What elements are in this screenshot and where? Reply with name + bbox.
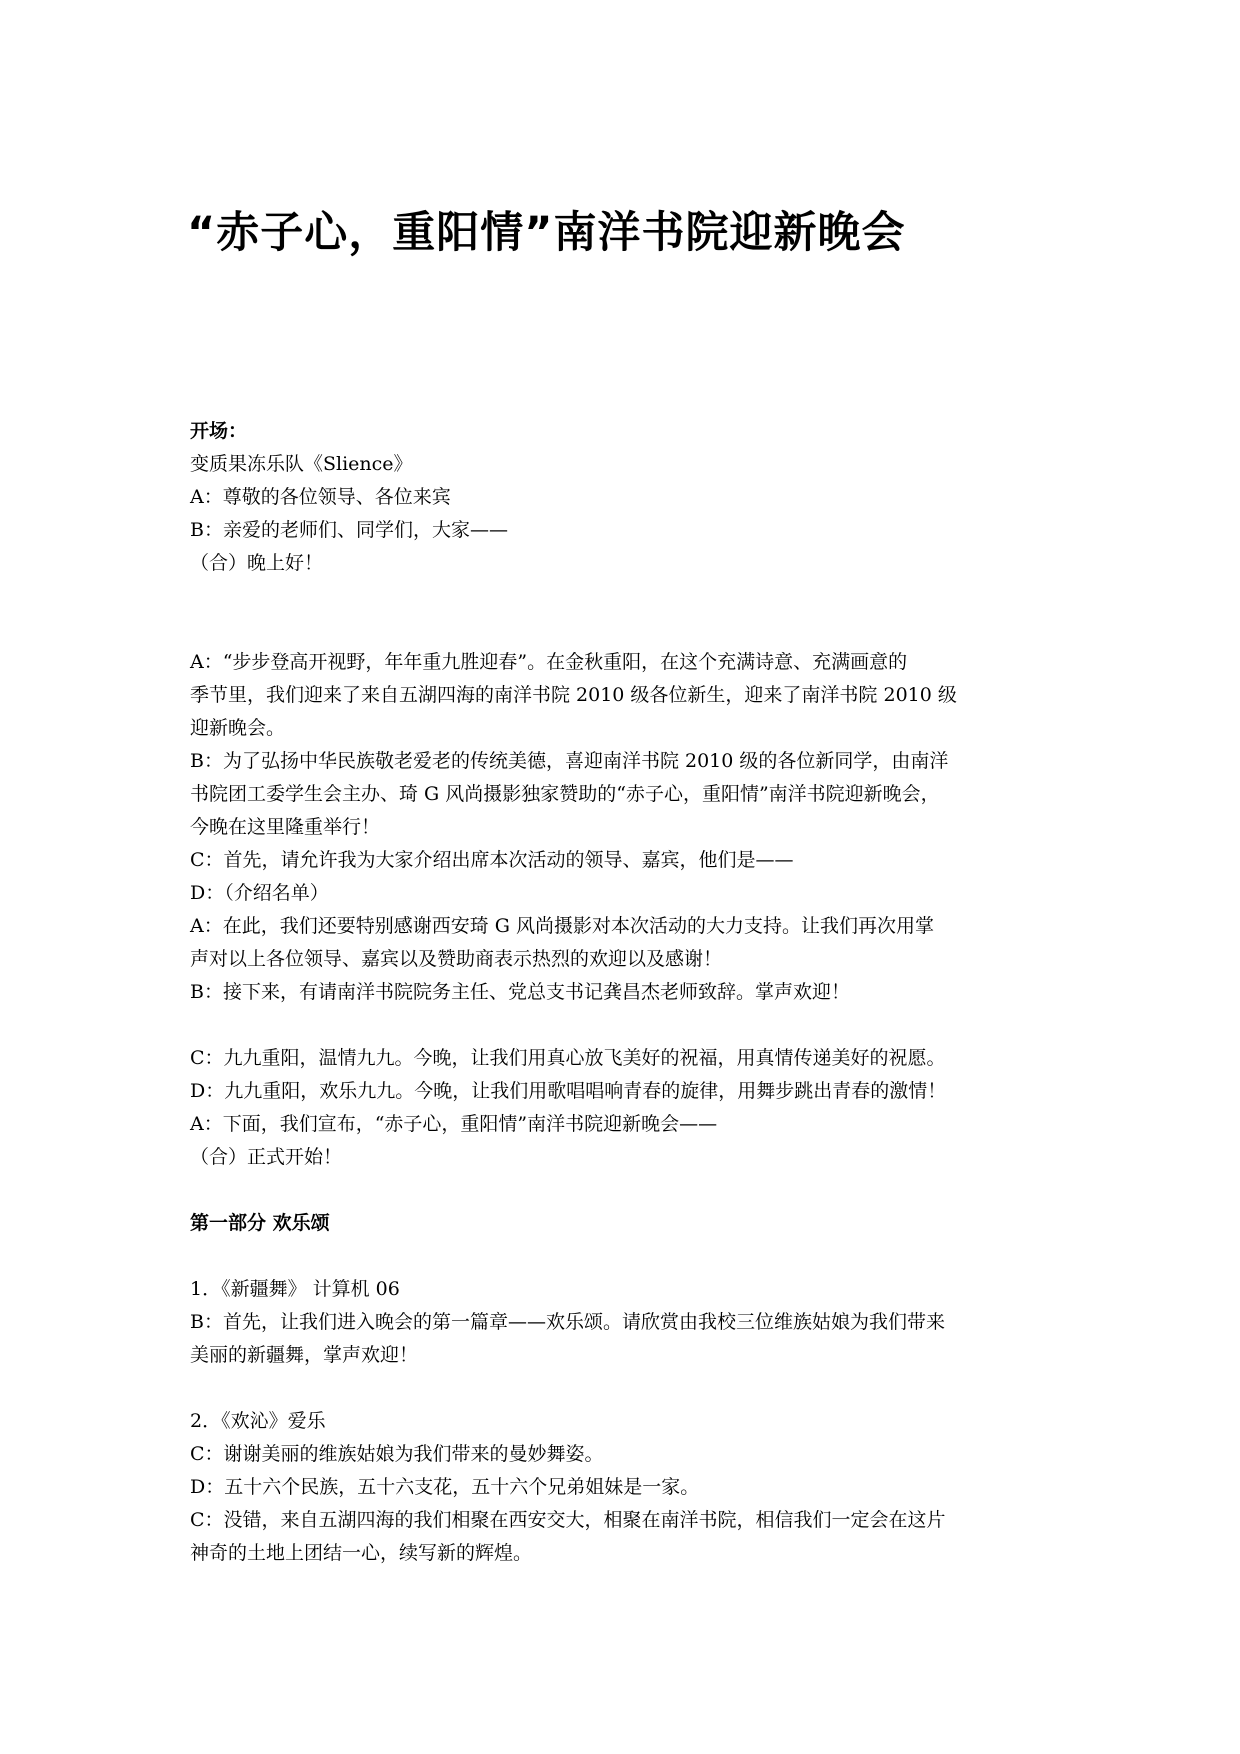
blank-line bbox=[190, 580, 1070, 613]
document-body bbox=[190, 415, 1070, 1570]
text-line: A：在此，我们还要特别感谢西安琦 G 风尚摄影对本次活动的大力支持。让我们再次用掌 bbox=[190, 915, 934, 937]
text-line: 变质果冻乐队《Slience》 bbox=[190, 453, 413, 475]
text-line: 1．《新疆舞》 计算机 06 bbox=[190, 1278, 400, 1300]
text-line: 季节里，我们迎来了来自五湖四海的南洋书院 2010 级各位新生，迎来了南洋书院 2010 级 bbox=[190, 684, 957, 706]
blank-line bbox=[190, 1174, 1070, 1207]
text-line: B：为了弘扬中华民族敬老爱老的传统美德，喜迎南洋书院 2010 级的各位新同学，由南洋 bbox=[190, 750, 949, 772]
document-title: “赤子心，重阳情”南洋书院迎新晚会 bbox=[187, 208, 906, 258]
text-line: C：没错，来自五湖四海的我们相聚在西安交大，相聚在南洋书院，相信我们一定会在这片 bbox=[190, 1509, 946, 1531]
text-line: 今晚在这里隆重举行！ bbox=[190, 816, 381, 838]
blank-line bbox=[190, 613, 1070, 646]
text-line: B：接下来，有请南洋书院院务主任、党总支书记龚昌杰老师致辞。掌声欢迎！ bbox=[190, 981, 850, 1003]
text-line: 迎新晚会。 bbox=[190, 717, 286, 739]
text-line: C：谢谢美丽的维族姑娘为我们带来的曼妙舞姿。 bbox=[190, 1443, 604, 1465]
text-line: 神奇的土地上团结一心，续写新的辉煌。 bbox=[190, 1542, 533, 1564]
blank-line bbox=[190, 1240, 1070, 1273]
text-line: 美丽的新疆舞，掌声欢迎！ bbox=[190, 1344, 419, 1366]
text-line: A：下面，我们宣布，“赤子心，重阳情”南洋书院迎新晚会—— bbox=[190, 1113, 718, 1135]
text-line: 书院团工委学生会主办、琦 G 风尚摄影独家赞助的“赤子心，重阳情”南洋书院迎新晚会， bbox=[190, 783, 940, 805]
text-line: B：亲爱的老师们、同学们，大家—— bbox=[190, 519, 508, 541]
text-line: （合）正式开始！ bbox=[190, 1146, 343, 1168]
text-line: C：首先，请允许我为大家介绍出席本次活动的领导、嘉宾，他们是—— bbox=[190, 849, 794, 871]
text-line: B：首先，让我们进入晚会的第一篇章——欢乐颂。请欣赏由我校三位维族姑娘为我们带来 bbox=[190, 1311, 945, 1333]
section-heading: 第一部分 欢乐颂 bbox=[190, 1212, 330, 1234]
text-line: D：五十六个民族，五十六支花，五十六个兄弟姐妹是一家。 bbox=[190, 1476, 700, 1498]
blank-line bbox=[190, 1009, 1070, 1042]
text-line: A：“步步登高开视野，年年重九胜迎春”。在金秋重阳，在这个充满诗意、充满画意的 bbox=[190, 651, 908, 673]
section-heading: 开场： bbox=[190, 420, 248, 442]
text-line: D：（介绍名单） bbox=[190, 882, 329, 904]
text-line: 声对以上各位领导、嘉宾以及赞助商表示热烈的欢迎以及感谢！ bbox=[190, 948, 723, 970]
blank-line bbox=[190, 1372, 1070, 1405]
text-line: 2．《欢沁》爱乐 bbox=[190, 1410, 326, 1432]
text-line: A：尊敬的各位领导、各位来宾 bbox=[190, 486, 451, 508]
text-line: D：九九重阳，欢乐九九。今晚，让我们用歌唱唱响青春的旋律，用舞步跳出青春的激情！ bbox=[190, 1080, 947, 1102]
text-line: （合）晚上好！ bbox=[190, 552, 324, 574]
text-line: C：九九重阳，温情九九。今晚，让我们用真心放飞美好的祝福，用真情传递美好的祝愿。 bbox=[190, 1047, 946, 1069]
